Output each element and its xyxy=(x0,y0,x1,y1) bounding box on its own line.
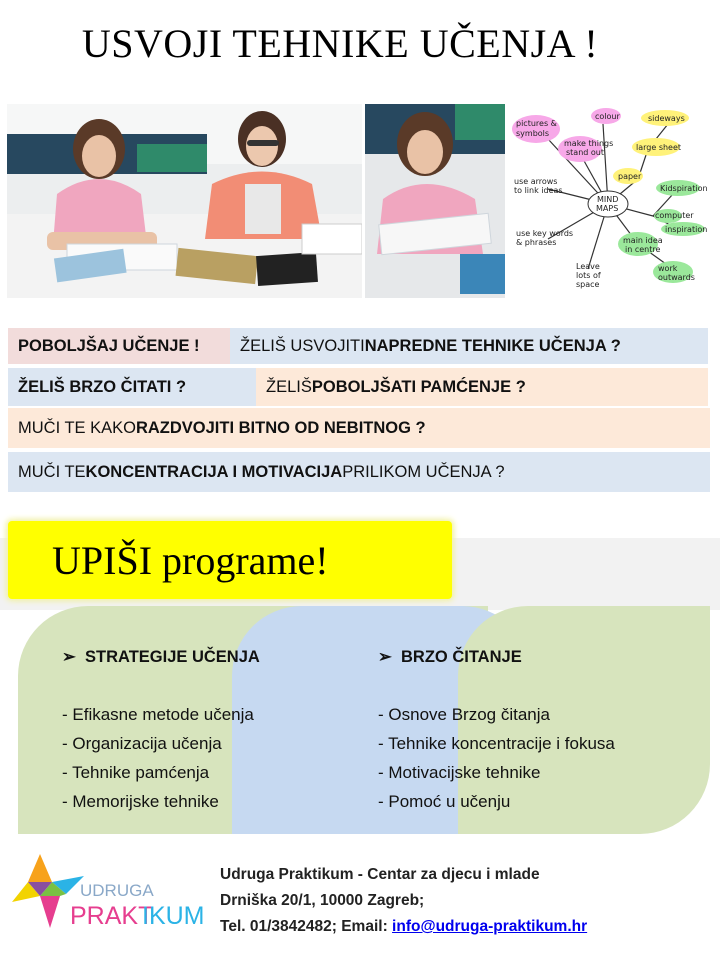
strip-memory xyxy=(256,368,708,406)
svg-text:main idea: main idea xyxy=(623,236,663,245)
list-item: - Motivacijske tehnike xyxy=(378,758,615,787)
svg-text:work: work xyxy=(658,264,678,273)
list-item: - Tehnike koncentracije i fokusa xyxy=(378,729,615,758)
svg-text:colour: colour xyxy=(595,112,620,121)
list-item: - Tehnike pamćenja xyxy=(62,758,254,787)
organization-name: Udruga Praktikum - Centar za djecu i mlade xyxy=(220,866,540,883)
svg-text:sideways: sideways xyxy=(648,114,685,123)
svg-text:& phrases: & phrases xyxy=(516,238,557,247)
svg-text:space: space xyxy=(576,280,600,289)
address: Drniška 20/1, 10000 Zagreb; xyxy=(220,892,425,909)
svg-text:stand out: stand out xyxy=(566,148,604,157)
svg-text:lots of: lots of xyxy=(576,271,601,280)
program-heading-speed-reading: ➢ BRZO ČITANJE xyxy=(378,648,522,666)
memory-bold: POBOLJŠATI PAMĆENJE ? xyxy=(311,377,526,396)
svg-text:to link ideas: to link ideas xyxy=(514,186,563,195)
essential-bold: RAZDVOJITI BITNO OD NEBITNOG ? xyxy=(135,418,426,437)
svg-text:symbols: symbols xyxy=(516,129,550,138)
student-reading-photo xyxy=(365,104,505,298)
advanced-techniques-bold: NAPREDNE TEHNIKE UČENJA ? xyxy=(364,336,621,355)
list-item: - Efikasne metode učenja xyxy=(62,700,254,729)
contact-info xyxy=(220,862,587,940)
page-title: USVOJI TEHNIKE UČENJA ! xyxy=(81,21,599,66)
concentration-bold: KONCENTRACIJA I MOTIVACIJA xyxy=(85,462,343,481)
logo-text-udruga: UDRUGA xyxy=(80,881,154,900)
svg-text:make things: make things xyxy=(564,139,614,148)
phone-text: Tel. 01/3842482; Email: xyxy=(220,918,393,935)
improve-learning-text: POBOLJŠAJ UČENJE ! xyxy=(18,336,200,355)
logo-text-ikum: IKUM xyxy=(142,902,205,930)
email-link[interactable]: info@udruga-praktikum.hr xyxy=(392,918,588,935)
svg-text:large sheet: large sheet xyxy=(636,143,682,152)
svg-text:inspiration: inspiration xyxy=(665,225,708,234)
concentration-suffix: PRILIKOM UČENJA ? xyxy=(342,462,505,481)
svg-text:MIND: MIND xyxy=(597,195,619,204)
strip-improve-learning xyxy=(8,328,230,364)
arrow-bullet-icon: ➢ xyxy=(62,648,85,666)
svg-text:Leave: Leave xyxy=(576,262,600,271)
strip-advanced-techniques xyxy=(230,328,708,364)
svg-text:Kidspiration: Kidspiration xyxy=(660,184,708,193)
strip-essential xyxy=(8,408,710,448)
udruga-praktikum-logo xyxy=(10,852,210,932)
students-photo xyxy=(7,104,362,298)
svg-text:use arrows: use arrows xyxy=(514,177,558,186)
svg-text:use key words: use key words xyxy=(516,229,574,238)
list-item: - Pomoć u učenju xyxy=(378,787,615,816)
svg-text:outwards: outwards xyxy=(658,273,695,282)
svg-text:in centre: in centre xyxy=(625,245,661,254)
memory-prefix: ŽELIŠ xyxy=(266,377,312,396)
concentration-prefix: MUČI TE xyxy=(18,462,86,481)
program-heading-strategies: ➢ STRATEGIJE UČENJA xyxy=(62,648,260,666)
list-item: - Organizacija učenja xyxy=(62,729,254,758)
speed-reading-list xyxy=(378,700,615,816)
strip-speed-reading xyxy=(8,368,256,406)
svg-text:paper: paper xyxy=(618,172,642,181)
mind-map-illustration xyxy=(508,104,708,298)
advanced-techniques-prefix: ŽELIŠ USVOJITI xyxy=(240,336,365,355)
strategies-list xyxy=(62,700,254,816)
phone-email-line xyxy=(220,914,587,940)
enroll-banner: UPIŠI programe! xyxy=(8,521,452,599)
svg-text:MAPS: MAPS xyxy=(596,204,619,213)
speed-reading-text: ŽELIŠ BRZO ČITATI ? xyxy=(18,377,187,396)
strip-concentration xyxy=(8,452,710,492)
svg-text:computer: computer xyxy=(655,211,694,220)
svg-text:pictures &: pictures & xyxy=(516,119,557,128)
arrow-bullet-icon: ➢ xyxy=(378,648,401,666)
logo-text-prakt: PRAKT xyxy=(70,902,154,930)
list-item: - Osnove Brzog čitanja xyxy=(378,700,615,729)
list-item: - Memorijske tehnike xyxy=(62,787,254,816)
essential-prefix: MUČI TE KAKO xyxy=(18,418,136,437)
